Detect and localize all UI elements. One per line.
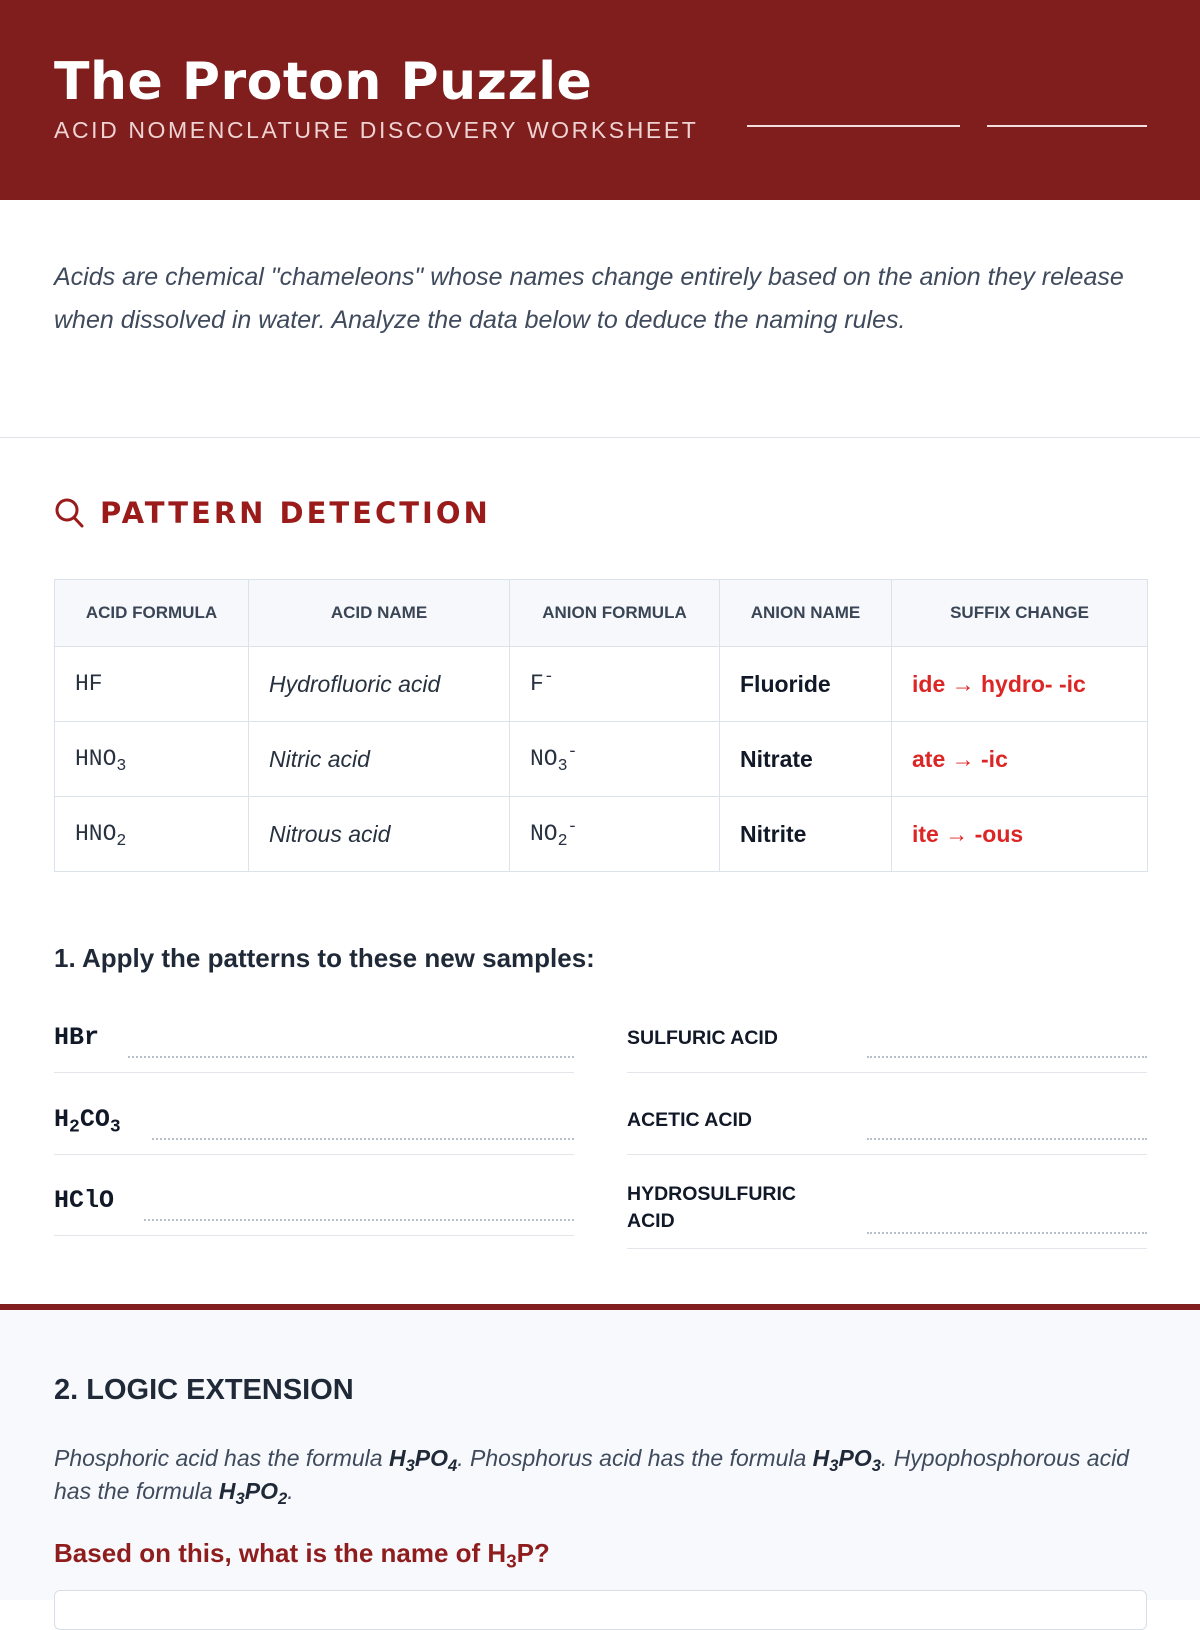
logic-title: 2. LOGIC EXTENSION bbox=[54, 1374, 354, 1406]
answer-line[interactable] bbox=[152, 1138, 574, 1140]
sample-acid-name: SULFURIC ACID bbox=[627, 1027, 778, 1049]
logic-text: Phosphoric acid has the formula $H_3PO_4$. Phosphorus acid has the formula $H_3PO_3$. Hypophosphorous acid has the formula $H_3PO_2$. bbox=[54, 1445, 1129, 1508]
sample-row bbox=[627, 1013, 1147, 1073]
anion-formula-cell: $NO_3^-$ bbox=[510, 722, 720, 797]
answer-box[interactable] bbox=[54, 1590, 1147, 1630]
anion-name-cell: Nitrite bbox=[720, 797, 892, 872]
column-header: ACID NAME bbox=[249, 580, 510, 647]
sample-row bbox=[54, 1176, 574, 1236]
sample-row bbox=[54, 1013, 574, 1073]
table-row bbox=[55, 797, 1148, 872]
logic-question: Based on this, what is the name of $H_3P$? bbox=[54, 1538, 550, 1572]
sample-row bbox=[54, 1095, 574, 1155]
suffix-change-cell: ide → hydro- -ic bbox=[892, 647, 1148, 722]
acid-formula-cell: HF bbox=[55, 647, 249, 722]
acid-formula-cell: $HNO_2$ bbox=[55, 797, 249, 872]
answer-line[interactable] bbox=[867, 1056, 1147, 1058]
table-row bbox=[55, 722, 1148, 797]
anion-name-cell: Fluoride bbox=[720, 647, 892, 722]
column-header: ANION NAME bbox=[720, 580, 892, 647]
answer-line[interactable] bbox=[144, 1219, 574, 1221]
question-1-title: 1. Apply the patterns to these new samples: bbox=[54, 943, 595, 973]
acid-name-cell: Hydrofluoric acid bbox=[249, 647, 510, 722]
sample-acid-name: HYDROSULFURIC ACID bbox=[627, 1183, 796, 1232]
table-row bbox=[55, 647, 1148, 722]
table-header-row bbox=[55, 580, 1148, 647]
anion-formula-cell: F- bbox=[510, 647, 720, 722]
search-icon bbox=[54, 497, 84, 529]
anion-name-cell: Nitrate bbox=[720, 722, 892, 797]
sample-formula: HClO bbox=[54, 1186, 115, 1215]
name-line bbox=[747, 125, 960, 127]
sample-row bbox=[627, 1176, 1147, 1249]
acid-name-cell: Nitric acid bbox=[249, 722, 510, 797]
intro-text: Acids are chemical "chameleons" whose names change entirely based on the anion they release when dissolved in water. Analyze the data below to deduce the naming rules. bbox=[54, 263, 1124, 334]
suffix-change-cell: ate → -ic bbox=[892, 722, 1148, 797]
suffix-change-cell: ite → -ous bbox=[892, 797, 1148, 872]
column-header: ANION FORMULA bbox=[510, 580, 720, 647]
answer-line[interactable] bbox=[867, 1138, 1147, 1140]
logic-extension-section bbox=[0, 1304, 1200, 1600]
acid-name-cell: Nitrous acid bbox=[249, 797, 510, 872]
page-title: The Proton Puzzle bbox=[54, 52, 593, 112]
sample-formula: $H_2CO_3$ bbox=[54, 1105, 121, 1138]
anion-formula-cell: $NO_2^-$ bbox=[510, 797, 720, 872]
page-header bbox=[0, 0, 1200, 200]
sample-row bbox=[627, 1095, 1147, 1155]
column-header: ACID FORMULA bbox=[55, 580, 249, 647]
sample-acid-name: ACETIC ACID bbox=[627, 1109, 752, 1131]
sample-formula: HBr bbox=[54, 1023, 100, 1052]
section-title: PATTERN DETECTION bbox=[100, 496, 491, 530]
section-header bbox=[54, 496, 491, 530]
date-line bbox=[987, 125, 1147, 127]
divider bbox=[0, 437, 1200, 438]
acid-formula-cell: $HNO_3$ bbox=[55, 722, 249, 797]
column-header: SUFFIX CHANGE bbox=[892, 580, 1148, 647]
answer-line[interactable] bbox=[867, 1232, 1147, 1234]
pattern-table bbox=[54, 579, 1148, 872]
answer-line[interactable] bbox=[128, 1056, 574, 1058]
page-subtitle: ACID NOMENCLATURE DISCOVERY WORKSHEET bbox=[54, 117, 699, 143]
